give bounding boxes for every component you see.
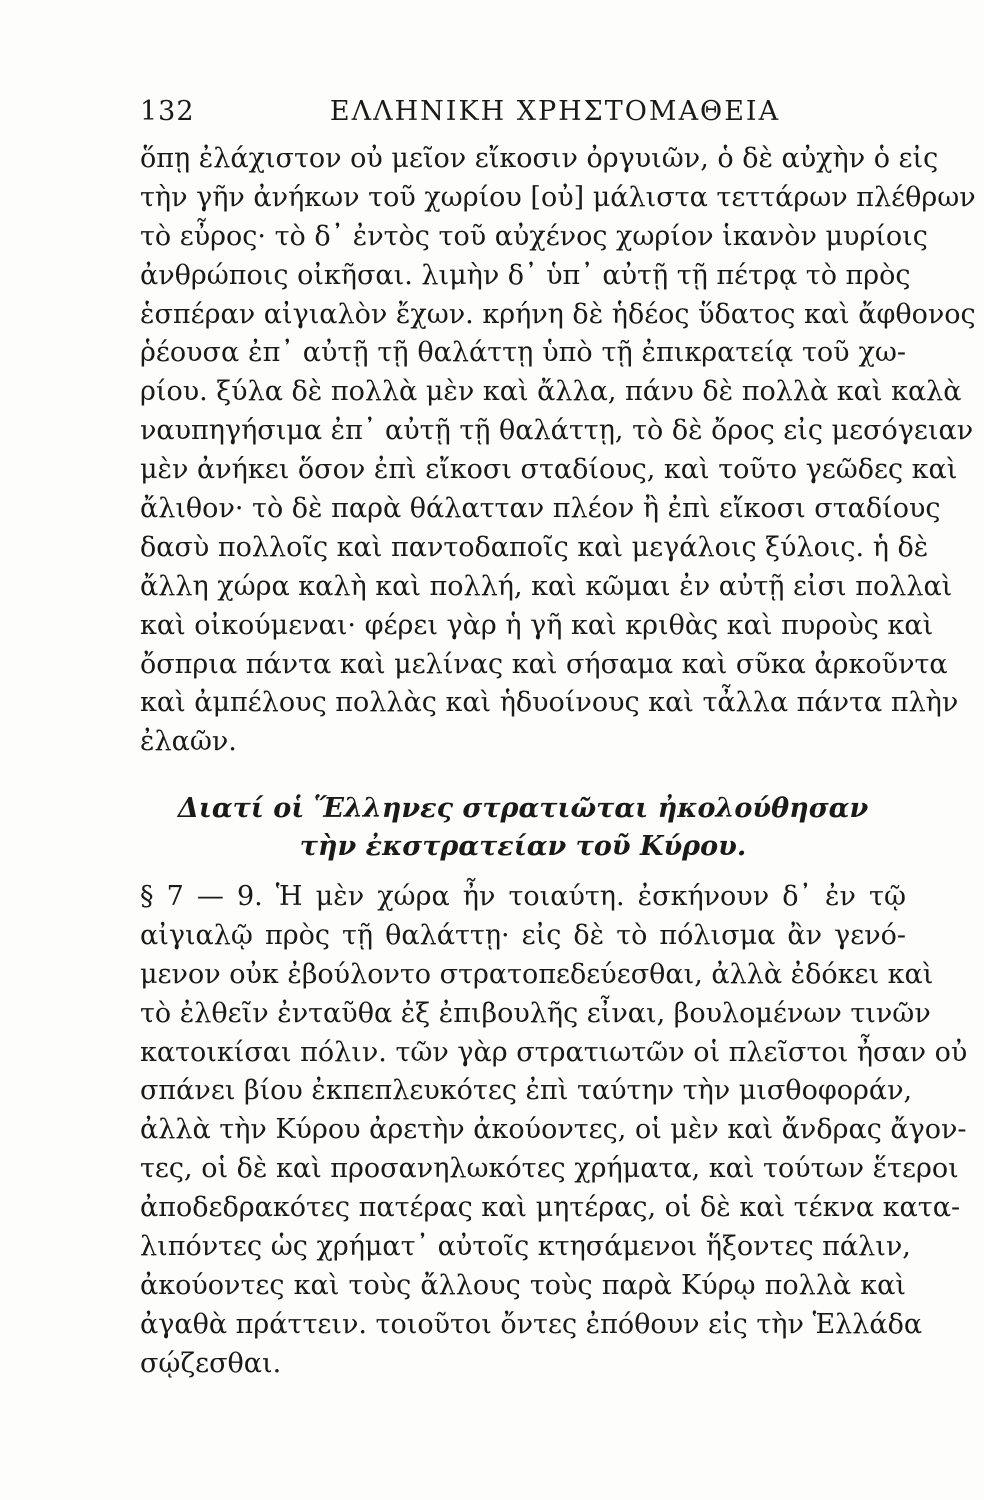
text-line: μὲν ἀνήκει ὅσον ἐπὶ εἴκοσι σταδίους, καὶ τοῦτο γεῶδες καὶ — [140, 454, 958, 486]
text-line: δασὺ πολλοῖς καὶ παντοδαποῖς καὶ μεγάλοις ξύλοις. ἡ δὲ — [140, 531, 929, 563]
text-line: ἀποδεδρακότες πατέρας καὶ μητέρας, οἱ δὲ καὶ τέκνα κατα- — [140, 1192, 961, 1224]
text-line: ρίου. ξύλα δὲ πολλὰ μὲν καὶ ἄλλα, πάνυ δὲ πολλὰ καὶ καλὰ — [140, 376, 962, 408]
page-header — [140, 96, 910, 136]
text-line: ἐλαῶν. — [140, 726, 237, 758]
page-number: 132 — [140, 96, 195, 127]
heading-line-1: Διατί οἱ Ἕλληνες στρατιῶται ἠκολούθησαν — [177, 793, 869, 824]
text-line: ὄσπρια πάντα καὶ μελίνας καὶ σήσαμα καὶ σῦκα ἀρκοῦντα — [140, 648, 948, 680]
text-line: ἀνθρώποις οἰκῆσαι. λιμὴν δ᾽ ὑπ᾽ αὐτῇ τῇ πέτρᾳ τὸ πρὸς — [140, 259, 911, 291]
text-line: ὅπῃ ἐλάχιστον οὐ μεῖον εἴκοσιν ὀργυιῶν, ὁ δὲ αὐχὴν ὁ εἰς — [140, 143, 939, 174]
text-line: ἄλιθον· τὸ δὲ παρὰ θάλατταν πλέον ἢ ἐπὶ εἴκοσι σταδίους — [140, 493, 941, 525]
text-line: λιπόντες ὡς χρήματ᾽ αὐτοῖς κτησάμενοι ἥξοντες πάλιν, — [140, 1231, 911, 1263]
text-line: ἄλλη χώρα καλὴ καὶ πολλή, καὶ κῶμαι ἐν αὐτῇ εἰσι πολλαὶ — [140, 570, 953, 602]
text-line: ἀγαθὰ πράττειν. τοιοῦτοι ὄντες ἐπόθουν εἰς τὴν Ἑλλάδα — [140, 1308, 923, 1340]
text-line: ῥέουσα ἐπ᾽ αὐτῇ τῇ θαλάττῃ ὑπὸ τῇ ἐπικρατείᾳ τοῦ χω- — [140, 337, 906, 369]
text-line: σῴζεσθαι. — [140, 1347, 282, 1379]
text-line: μενον οὐκ ἐβούλοντο στρατοπεδεύεσθαι, ἀλλὰ ἐδόκει καὶ — [140, 958, 934, 990]
text-line: τὸ εὖρος· τὸ δ᾽ ἐντὸς τοῦ αὐχένος χωρίον ἱκανὸν μυρίοις — [140, 220, 928, 252]
text-line: αἰγιαλῷ πρὸς τῇ θαλάττῃ· εἰς δὲ τὸ πόλισμα ἂν γενό- — [140, 919, 906, 951]
text-line: ναυπηγήσιμα ἐπ᾽ αὐτῇ τῇ θαλάττῃ, τὸ δὲ ὄρος εἰς μεσόγειαν — [140, 415, 974, 447]
paragraph-2 — [140, 878, 968, 1384]
text-line: ἀκούοντες καὶ τοὺς ἄλλους τοὺς παρὰ Κύρῳ πολλὰ καὶ — [140, 1269, 906, 1301]
text-line: καὶ ἀμπέλους πολλὰς καὶ ἡδυοίνους καὶ τἆλλα πάντα πλὴν — [140, 687, 959, 719]
section-heading — [140, 790, 906, 866]
text-line: καὶ οἰκούμεναι· φέρει γὰρ ἡ γῆ καὶ κριθὰς καὶ πυροὺς καὶ — [140, 609, 934, 641]
text-line: § 7 — 9. Ἡ μὲν χώρα ἦν τοιαύτη. ἐσκήνουν δ᾽ ἐν τῷ — [140, 881, 906, 912]
text-line: ἀλλὰ τὴν Κύρου ἀρετὴν ἀκούοντες, οἱ μὲν καὶ ἄνδρας ἄγον- — [140, 1114, 967, 1146]
text-line: σπάνει βίου ἐκπεπλευκότες ἐπὶ ταύτην τὴν μισθοφοράν, — [140, 1075, 913, 1107]
running-title: ΕΛΛΗΝΙΚΗ ΧΡΗΣΤΟΜΑΘΕΙΑ — [329, 96, 781, 127]
text-line: τὴν γῆν ἀνήκων τοῦ χωρίου [οὐ] μάλιστα τεττάρων πλέθρων — [140, 181, 976, 213]
text-line: τὸ ἐλθεῖν ἐνταῦθα ἐξ ἐπιβουλῆς εἶναι, βουλομένων τινῶν — [140, 997, 931, 1029]
text-line: ἑσπέραν αἰγιαλὸν ἔχων. κρήνη δὲ ἡδέος ὕδατος καὶ ἄφθονος — [140, 298, 976, 330]
text-line: τες, οἱ δὲ καὶ προσανηλωκότες χρήματα, καὶ τούτων ἕτεροι — [140, 1153, 959, 1185]
heading-line-2: τὴν ἐκστρατείαν τοῦ Κύρου. — [299, 831, 747, 862]
paragraph-1 — [140, 140, 976, 762]
text-line: κατοικίσαι πόλιν. τῶν γὰρ στρατιωτῶν οἱ πλεῖστοι ἦσαν οὐ — [140, 1036, 968, 1068]
